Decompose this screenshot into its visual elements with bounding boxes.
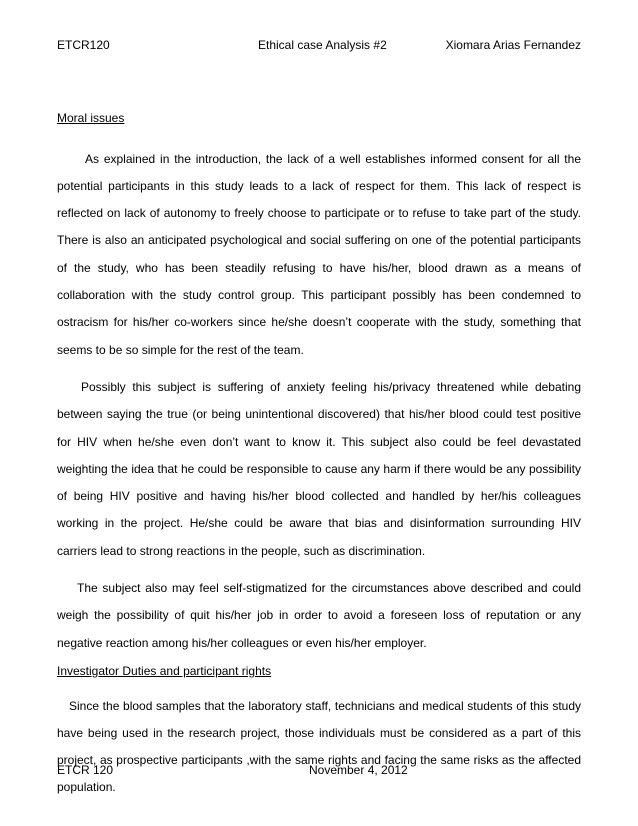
header-course: ETCR120 [57, 38, 110, 52]
document-body [57, 108, 581, 802]
footer-course: ETCR 120 [57, 763, 114, 777]
section-heading-investigator-duties: Investigator Duties and participant rights [57, 663, 272, 678]
spacer [57, 683, 581, 693]
paragraph-moral-2: Possibly this subject is suffering of anxiety feeling his/privacy threatened while debating between saying the true (or being unintentional discovered) that his/her blood could test positive for HIV when he/she even don’t want to know it. This subject also could be feel devastated weighting the idea that he could be responsible to cause any harm if there would be any possibility of being HIV positive and having his/her blood collected and handled by her/his colleagues working in the project. He/she could be aware that bias and disinformation surrounding HIV carriers lead to strong reactions in the people, such as discrimination. [57, 379, 581, 558]
section-heading-moral-issues: Moral issues [57, 111, 125, 125]
spacer [57, 130, 581, 146]
header-author: Xiomara Arias Fernandez [445, 38, 581, 52]
paragraph-moral-1: As explained in the introduction, the lack of a well establishes informed consent for all the potential participants in this study leads to a lack of respect for them. This lack of respect is reflected on lack of autonomy to freely choose to participate or to refuse to take part of the study. There is also an anticipated psychological and social suffering on one of the potential participants of the study, who has been steadily refusing to have his/her, blood drawn as a means of collaboration with the study control group. This participant possibly has been condemned to ostracism for his/her co-workers since he/she doesn’t cooperate with the study, something that seems to be so simple for the rest of the team. [57, 151, 581, 357]
spacer [57, 565, 581, 575]
page-footer [57, 760, 581, 780]
footer-date: November 4, 2012 [309, 763, 408, 777]
paragraph-moral-3: The subject also may feel self-stigmatized for the circumstances above described and could weigh the possibility of quit his/her job in order to avoid a foreseen loss of reputation or any negative reaction among his/her colleagues or even his/her employer. [57, 581, 581, 650]
page-header [57, 35, 581, 55]
paragraph-duties-1: Since the blood samples that the laboratory staff, technicians and medical students of this study have being used in the research project, those individuals must be considered as a part of this project, as prospective participants ,with the same rights and facing the same risks as the affected population. [57, 698, 581, 795]
header-title: Ethical case Analysis #2 [258, 38, 387, 52]
spacer [57, 364, 581, 374]
